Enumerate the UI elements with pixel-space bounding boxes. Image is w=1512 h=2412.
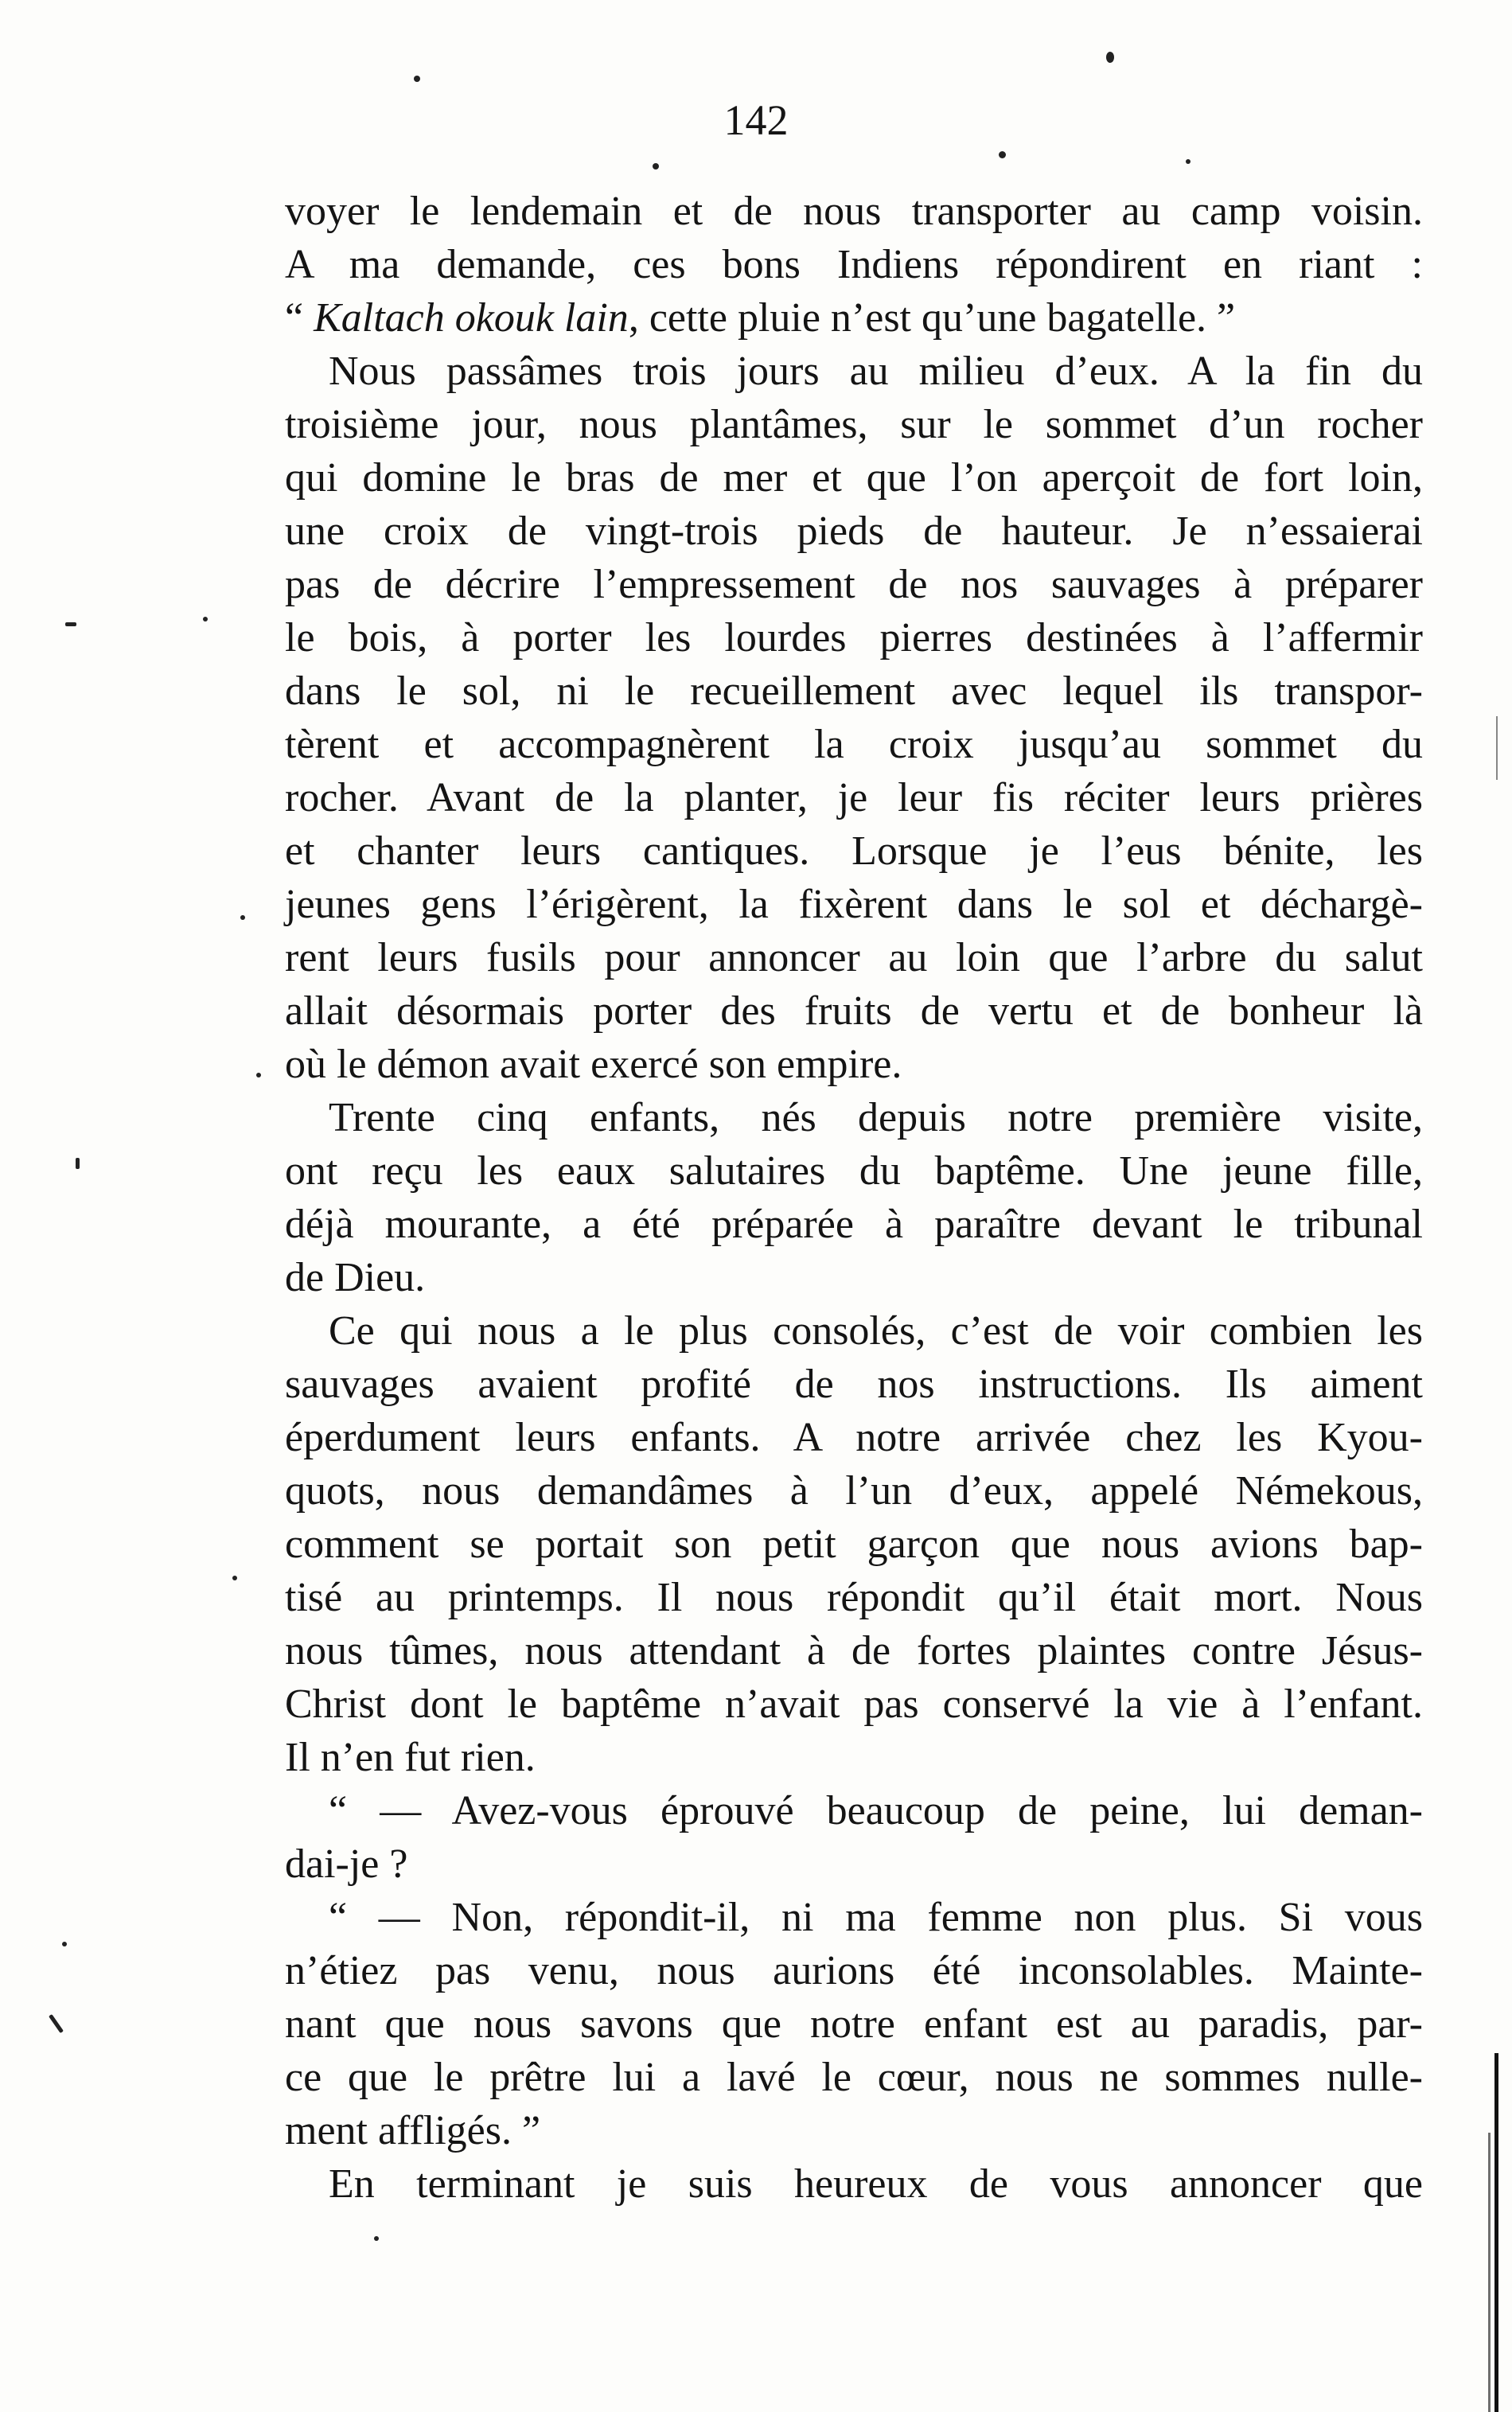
text-line: nous tûmes, nous attendant à de fortes plaintes contre Jésus- [285, 1628, 1423, 1674]
scan-speck [65, 622, 76, 626]
text-line: Christ dont le baptême n’avait pas conservé la vie à l’enfant. [285, 1681, 1423, 1727]
scan-speck [256, 1073, 261, 1077]
text-line: comment se portait son petit garçon que nous avions bap- [285, 1522, 1423, 1567]
text-line: où le démon avait exercé son empire. [285, 1042, 902, 1087]
text-line: n’étiez pas venu, nous aurions été inconsolables. Mainte- [285, 1948, 1423, 1993]
scan-speck [203, 617, 208, 622]
text-line: tèrent et accompagnèrent la croix jusqu’au sommet du [285, 722, 1423, 767]
text-line: qui domine le bras de mer et que l’on aperçoit de fort loin, [285, 455, 1423, 501]
text-line: ce que le prêtre lui a lavé le cœur, nous ne sommes nulle- [285, 2055, 1423, 2100]
body-text [285, 185, 1423, 2211]
text-line: voyer le lendemain et de nous transporter au camp voisin. [285, 189, 1423, 234]
text-line: éperdument leurs enfants. A notre arrivée chez les Kyou- [285, 1415, 1423, 1460]
text-line: allait désormais porter des fruits de vertu et de bonheur là [285, 988, 1423, 1034]
text-line: déjà mourante, a été préparée à paraître devant le tribunal [285, 1202, 1423, 1247]
text-line: rent leurs fusils pour annoncer au loin que l’arbre du salut [285, 935, 1423, 980]
scan-speck [76, 1158, 80, 1169]
scan-speck [240, 915, 245, 920]
text-line: Nous passâmes trois jours au milieu d’eux. A la fin du [329, 349, 1423, 394]
text-line: jeunes gens l’érigèrent, la fixèrent dans le sol et déchargè- [285, 882, 1423, 927]
scan-speck [49, 2014, 64, 2033]
page-edge-line [1494, 2053, 1498, 2412]
scan-speck [232, 1576, 237, 1580]
scan-speck [653, 163, 659, 170]
text-line: Trente cinq enfants, nés depuis notre première visite, [329, 1095, 1423, 1140]
text-line: “ Kaltach okouk lain, cette pluie n’est qu’une bagatelle. ” [285, 295, 1236, 341]
text-line: En terminant je suis heureux de vous annoncer que [329, 2161, 1423, 2207]
scan-speck [1106, 52, 1114, 63]
text-line: Il n’en fut rien. [285, 1735, 536, 1780]
text-line: troisième jour, nous plantâmes, sur le sommet d’un rocher [285, 402, 1423, 447]
text-line: rocher. Avant de la planter, je leur fis réciter leurs prières [285, 775, 1423, 820]
text-line: nant que nous savons que notre enfant est au paradis, par- [285, 2001, 1423, 2047]
italic-phrase: Kaltach okouk lain [314, 295, 629, 341]
text-line: quots, nous demandâmes à l’un d’eux, appelé Némekous, [285, 1468, 1423, 1514]
text-line: pas de décrire l’empressement de nos sauvages à préparer [285, 562, 1423, 607]
text-line: ont reçu les eaux salutaires du baptême. Une jeune fille, [285, 1148, 1423, 1194]
page-number: 142 [723, 96, 789, 144]
scan-speck [62, 1942, 67, 1946]
text-line: “ — Avez-vous éprouvé beaucoup de peine, lui deman- [329, 1788, 1423, 1833]
text-line: “ — Non, répondit-il, ni ma femme non plus. Si vous [329, 1895, 1423, 1940]
text-line: une croix de vingt-trois pieds de hauteur. Je n’essaierai [285, 509, 1423, 554]
text-line: le bois, à porter les lourdes pierres destinées à l’affermir [285, 615, 1423, 660]
text-line: ment affligés. ” [285, 2108, 541, 2153]
text-line: dans le sol, ni le recueillement avec lequel ils transpor- [285, 668, 1423, 714]
scan-speck [414, 76, 420, 82]
text-line: tisé au printemps. Il nous répondit qu’il était mort. Nous [285, 1575, 1423, 1620]
scan-speck [999, 151, 1006, 158]
page-edge-line [1488, 2133, 1491, 2412]
text-line: dai-je ? [285, 1841, 408, 1887]
text-line: et chanter leurs cantiques. Lorsque je l’eus bénite, les [285, 828, 1423, 874]
text-line: A ma demande, ces bons Indiens répondirent en riant : [285, 242, 1423, 287]
scan-speck [1186, 159, 1191, 164]
text-line: de Dieu. [285, 1255, 426, 1300]
page-edge-line [1496, 716, 1498, 780]
text-line: sauvages avaient profité de nos instructions. Ils aiment [285, 1362, 1423, 1407]
scan-speck [374, 2236, 379, 2241]
text-line: Ce qui nous a le plus consolés, c’est de voir combien les [329, 1308, 1423, 1354]
